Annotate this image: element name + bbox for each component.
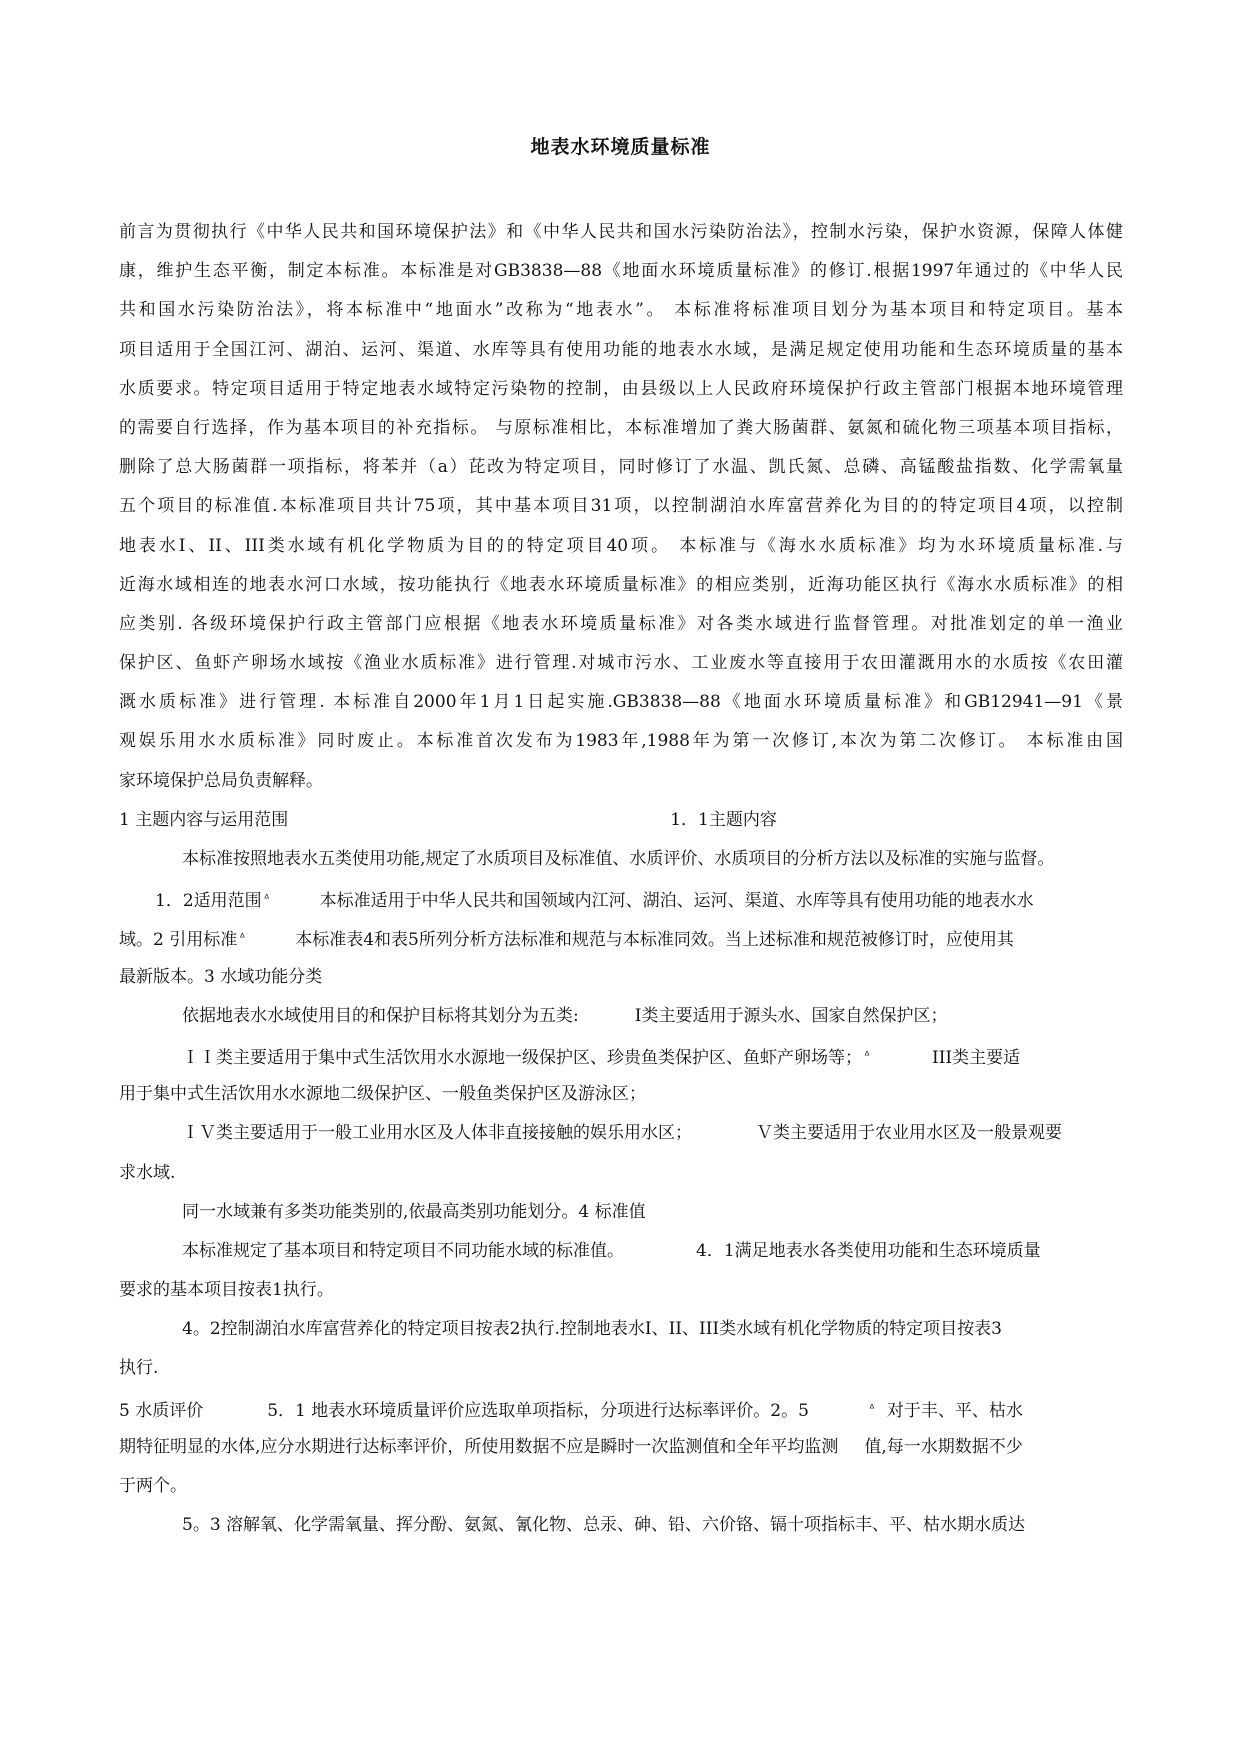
section-3-line-4 [119,1114,1123,1153]
section-2-line [119,918,1123,957]
preface-line-13: 溉水质标准》进行管理. 本标准自2000年1月1日起实施.GB3838—88《地面水环境质量标准》和GB12941—91《景 [119,692,1123,713]
section-5-line-2 [119,1428,1123,1467]
document-title: 地表水环境质量标准 [530,136,711,158]
section-2-text: 本标准表4和表5所列分析方法标准和规范与本标准同效。当上述标准和规范被修订时，应使用其 [295,930,1014,951]
section-1-1-paragraph: 本标准按照地表水五类使用功能,规定了水质项目及标准值、水质评价、水质项目的分析方法以及标准的实施与监督。 [182,849,1055,869]
section-5-2-text-middle: 期特征明显的水体,应分水期进行达标率评价，所使用数据不应是瞬时一次监测值和全年平均监测 [119,1436,839,1457]
preface-line-4: 项目适用于全国江河、湖泊、运河、渠道、水库等具有使用功能的地表水水域，是满足规定使用功能和生态环境质量的基本 [119,339,1123,360]
section-1-2-text: 本标准适用于中华人民共和国领域内江河、湖泊、运河、渠道、水库等具有使用功能的地表水水 [319,891,1034,912]
preface-line-7: 删除了总大肠菌群一项指标，将苯并（a）芘改为特定项目，同时修订了水温、凯氏氮、总磷、高锰酸盐指数、化学需氧量 [119,457,1123,478]
preface-line-2: 康，维护生态平衡，制定本标准。本标准是对GB3838—88《地面水环境质量标准》的修订.根据1997年通过的《中华人民 [119,261,1123,282]
caret-mark-icon: ᐞ [868,1401,875,1415]
preface-line-5: 水质要求。特定项目适用于特定地表水域特定污染物的控制，由县级以上人民政府环境保护行政主管部门根据本地环境管理 [119,378,1123,399]
section-5-heading: 5 水质评价 [119,1400,204,1421]
class-5-text-start: Ｖ类主要适用于农业用水区及一般景观要 [756,1123,1062,1144]
section-1-line [119,801,1123,840]
section-4-1-text-end: 要求的基本项目按表1执行。 [119,1280,334,1301]
section-1-2-line [119,879,1123,918]
class-3-text-end: 用于集中式生活饮用水水源地二级保护区、一般鱼类保护区及游泳区； [119,1084,646,1105]
class-1-text: Ⅰ类主要适用于源头水、国家自然保护区； [634,1005,948,1026]
section-4-1-text-start: 4．1满足地表水各类使用功能和生态环境质量 [696,1240,1041,1261]
section-3-closing: 同一水域兼有多类功能类别的,依最高类别功能划分。4 标准值 [182,1201,646,1222]
section-3-intro: 依据地表水水域使用目的和保护目标将其划分为五类: [182,1005,579,1026]
section-3-heading: 最新版本。3 水域功能分类 [119,966,323,987]
preface-line-9: 地表水Ⅰ、II、III类水域有机化学物质为目的的特定项目40项。 本标准与《海水水质标准》均为水环境质量标准.与 [119,535,1123,556]
preface-line-15: 家环境保护总局负责解释。 [119,770,323,791]
preface-line-12: 保护区、鱼虾产卵场水域按《渔业水质标准》进行管理.对城市污水、工业废水等直接用于农田灌溉用水的水质按《农田灌 [119,653,1123,674]
class-4-text: ＩＶ类主要适用于一般工业用水区及人体非直接接触的娱乐用水区； [182,1123,692,1144]
section-1-2-label: 1．2适用范围 [155,891,262,912]
class-5-text-end: 求水域. [119,1162,176,1183]
class-3-text-start: III类主要适 [931,1047,1021,1068]
class-2-text: ＩＩ类主要适用于集中式生活饮用水水源地一级保护区、珍贵鱼类保护区、鱼虾产卵场等； [182,1047,862,1068]
section-5-1-text: 5．1 地表水环境质量评价应选取单项指标，分项进行达标率评价。2。5 [267,1400,809,1421]
section-4-line-1 [119,1232,1123,1271]
caret-mark-icon: ᐞ [263,892,270,906]
preface-line-3: 共和国水污染防治法》，将本标准中“地面水”改称为“地表水”。 本标准将标准项目划分为基本项目和特定项目。基本 [119,300,1123,321]
section-3-line-1 [119,997,1123,1036]
preface-line-6: 的需要自行选择，作为基本项目的补充指标。 与原标准相比，本标准增加了粪大肠菌群、氨氮和硫化物三项基本项目指标， [119,417,1123,438]
section-5-2-text-start: 对于丰、平、枯水 [886,1400,1023,1421]
preface-line-14: 观娱乐用水水质标准》同时废止。本标准首次发布为1983年,1988年为第一次修订,本次为第二次修订。 本标准由国 [119,731,1123,752]
preface-line-11: 应类别. 各级环境保护行政主管部门应根据《地表水环境质量标准》对各类水域进行监督管理。对批准划定的单一渔业 [119,613,1123,634]
section-5-3-text: 5。3 溶解氧、化学需氧量、挥分酚、氨氮、氰化物、总汞、砷、铅、六价铬、镉十项指标丰、平、枯水期水质达 [182,1515,1026,1536]
section-4-2-text-end: 执行. [119,1358,159,1379]
preface-line-1: 前言为贯彻执行《中华人民共和国环境保护法》和《中华人民共和国水污染防治法》，控制水污染，保护水资源，保障人体健 [119,222,1123,242]
section-1-1-heading: 1．1主题内容 [670,809,777,830]
section-1-heading: 1 主题内容与运用范围 [119,809,289,830]
section-5-line-1 [119,1389,1123,1428]
section-2-heading: 域。2 引用标准 [119,930,238,951]
section-3-line-2 [119,1036,1123,1075]
section-5-2-text-tail: 值,每一水期数据不少 [864,1436,1023,1457]
section-4-intro: 本标准规定了基本项目和特定项目不同功能水域的标准值。 [182,1240,624,1261]
caret-mark-icon: ᐞ [864,1048,870,1062]
section-4-2-text: 4。2控制湖泊水库富营养化的特定项目按表2执行.控制地表水Ⅰ、II、III类水域有机化学物质的特定项目按表3 [182,1319,1002,1340]
caret-mark-icon: ᐞ [239,931,246,945]
document-body [119,213,1123,1545]
preface-line-8: 五个项目的标准值.本标准项目共计75项，其中基本项目31项，以控制湖泊水库富营养化为目的的特定项目4项，以控制 [119,496,1123,517]
section-5-2-text-end: 于两个。 [119,1476,187,1496]
preface-line-10: 近海水域相连的地表水河口水域，按功能执行《地表水环境质量标准》的相应类别，近海功能区执行《海水水质标准》的相 [119,574,1123,595]
